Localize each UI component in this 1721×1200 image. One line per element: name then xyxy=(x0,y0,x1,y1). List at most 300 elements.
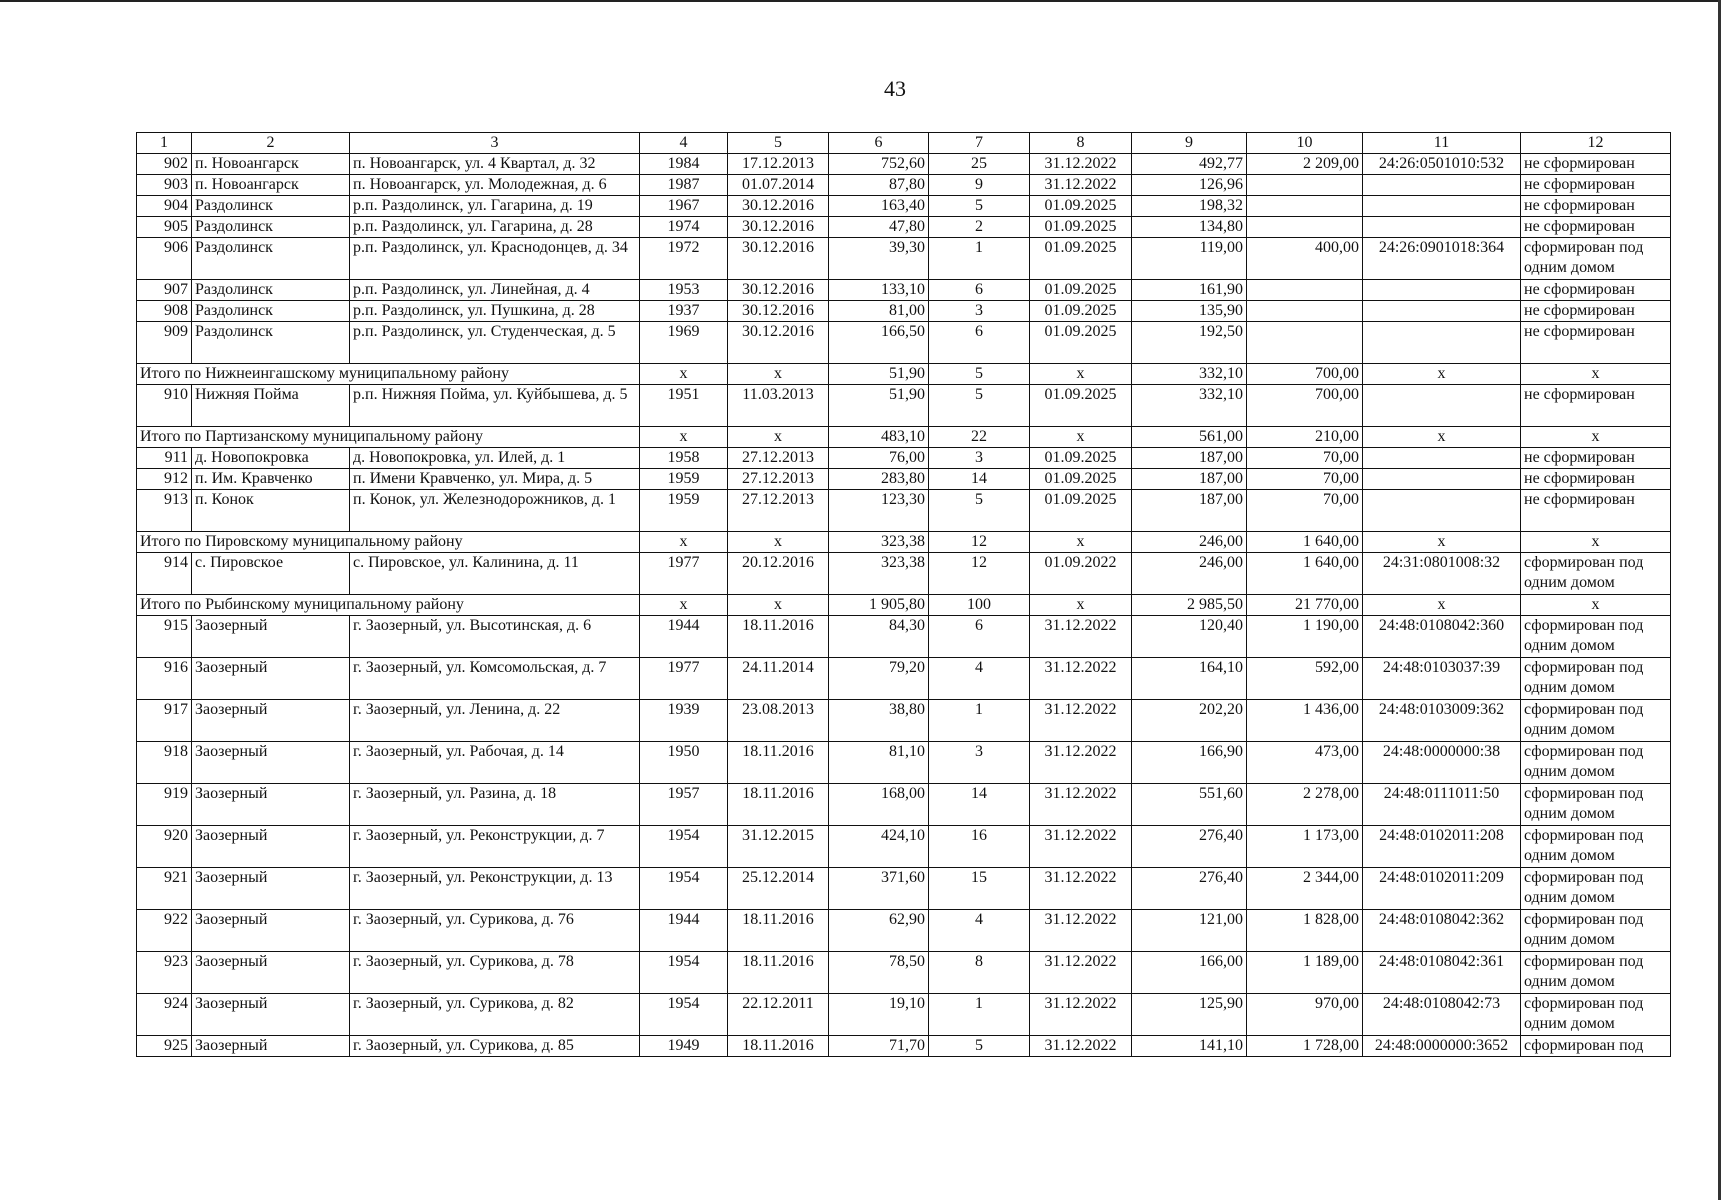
column-header: 8 xyxy=(1030,133,1132,154)
table-row xyxy=(137,238,1671,280)
deadline-cell: 01.09.2025 xyxy=(1030,196,1132,217)
area-2-cell: 161,90 xyxy=(1132,280,1247,301)
summary-cell: 22 xyxy=(929,427,1030,448)
cadastral-number-cell xyxy=(1363,490,1521,532)
land-area-cell xyxy=(1247,322,1363,364)
land-status-cell: сформирован под одним домом xyxy=(1521,868,1671,910)
area-2-cell: 551,60 xyxy=(1132,784,1247,826)
row-number-cell: 924 xyxy=(137,994,192,1036)
column-header: 3 xyxy=(350,133,640,154)
land-status-cell: не сформирован xyxy=(1521,448,1671,469)
address-cell: р.п. Раздолинск, ул. Гагарина, д. 19 xyxy=(350,196,640,217)
area-cell: 84,30 xyxy=(829,616,929,658)
address-cell: г. Заозерный, ул. Сурикова, д. 85 xyxy=(350,1036,640,1057)
area-2-cell: 198,32 xyxy=(1132,196,1247,217)
table-row xyxy=(137,616,1671,658)
deadline-cell: 01.09.2025 xyxy=(1030,280,1132,301)
table-row xyxy=(137,301,1671,322)
residents-cell: 5 xyxy=(929,490,1030,532)
settlement-cell: Заозерный xyxy=(192,700,350,742)
table-row xyxy=(137,658,1671,700)
summary-cell: x xyxy=(640,427,728,448)
date-recognized-cell: 30.12.2016 xyxy=(728,301,829,322)
deadline-cell: 01.09.2025 xyxy=(1030,385,1132,427)
deadline-cell: 31.12.2022 xyxy=(1030,658,1132,700)
area-2-cell: 492,77 xyxy=(1132,154,1247,175)
land-area-cell xyxy=(1247,175,1363,196)
area-2-cell: 187,00 xyxy=(1132,448,1247,469)
area-cell: 87,80 xyxy=(829,175,929,196)
table-row xyxy=(137,469,1671,490)
summary-cell: x xyxy=(1030,532,1132,553)
deadline-cell: 31.12.2022 xyxy=(1030,742,1132,784)
residents-cell: 2 xyxy=(929,217,1030,238)
summary-cell: x xyxy=(1363,532,1521,553)
table-row xyxy=(137,1036,1671,1057)
year-built-cell: 1953 xyxy=(640,280,728,301)
residents-cell: 16 xyxy=(929,826,1030,868)
land-area-cell: 970,00 xyxy=(1247,994,1363,1036)
date-recognized-cell: 11.03.2013 xyxy=(728,385,829,427)
date-recognized-cell: 24.11.2014 xyxy=(728,658,829,700)
address-cell: р.п. Раздолинск, ул. Краснодонцев, д. 34 xyxy=(350,238,640,280)
row-number-cell: 903 xyxy=(137,175,192,196)
summary-cell: 561,00 xyxy=(1132,427,1247,448)
summary-cell: x xyxy=(728,532,829,553)
area-2-cell: 192,50 xyxy=(1132,322,1247,364)
summary-cell: x xyxy=(1363,427,1521,448)
summary-cell: x xyxy=(1521,364,1671,385)
summary-cell: x xyxy=(728,364,829,385)
table-row xyxy=(137,448,1671,469)
row-number-cell: 912 xyxy=(137,469,192,490)
land-status-cell: сформирован под одним домом xyxy=(1521,910,1671,952)
residents-cell: 3 xyxy=(929,742,1030,784)
land-status-cell: не сформирован xyxy=(1521,301,1671,322)
summary-cell: 1 640,00 xyxy=(1247,532,1363,553)
address-cell: г. Заозерный, ул. Сурикова, д. 78 xyxy=(350,952,640,994)
area-cell: 123,30 xyxy=(829,490,929,532)
row-number-cell: 908 xyxy=(137,301,192,322)
column-header: 2 xyxy=(192,133,350,154)
address-cell: г. Заозерный, ул. Сурикова, д. 82 xyxy=(350,994,640,1036)
residents-cell: 15 xyxy=(929,868,1030,910)
area-2-cell: 276,40 xyxy=(1132,826,1247,868)
cadastral-number-cell xyxy=(1363,280,1521,301)
summary-label: Итого по Рыбинскому муниципальному району xyxy=(137,595,640,616)
column-header: 6 xyxy=(829,133,929,154)
area-cell: 168,00 xyxy=(829,784,929,826)
summary-cell: x xyxy=(1363,595,1521,616)
residents-cell: 6 xyxy=(929,616,1030,658)
summary-cell: x xyxy=(640,595,728,616)
row-number-cell: 911 xyxy=(137,448,192,469)
settlement-cell: Заозерный xyxy=(192,742,350,784)
table-row xyxy=(137,868,1671,910)
residents-cell: 14 xyxy=(929,469,1030,490)
land-area-cell: 70,00 xyxy=(1247,490,1363,532)
area-cell: 71,70 xyxy=(829,1036,929,1057)
land-status-cell: сформирован под одним домом xyxy=(1521,952,1671,994)
land-area-cell: 70,00 xyxy=(1247,469,1363,490)
date-recognized-cell: 27.12.2013 xyxy=(728,490,829,532)
area-2-cell: 202,20 xyxy=(1132,700,1247,742)
area-cell: 371,60 xyxy=(829,868,929,910)
address-cell: р.п. Нижняя Пойма, ул. Куйбышева, д. 5 xyxy=(350,385,640,427)
address-cell: р.п. Раздолинск, ул. Студенческая, д. 5 xyxy=(350,322,640,364)
year-built-cell: 1944 xyxy=(640,910,728,952)
table-row xyxy=(137,952,1671,994)
year-built-cell: 1950 xyxy=(640,742,728,784)
residents-cell: 25 xyxy=(929,154,1030,175)
cadastral-number-cell: 24:48:0103009:362 xyxy=(1363,700,1521,742)
date-recognized-cell: 18.11.2016 xyxy=(728,616,829,658)
summary-cell: 51,90 xyxy=(829,364,929,385)
residents-cell: 6 xyxy=(929,280,1030,301)
date-recognized-cell: 18.11.2016 xyxy=(728,910,829,952)
row-number-cell: 919 xyxy=(137,784,192,826)
area-cell: 81,00 xyxy=(829,301,929,322)
address-cell: г. Заозерный, ул. Разина, д. 18 xyxy=(350,784,640,826)
address-cell: п. Имени Кравченко, ул. Мира, д. 5 xyxy=(350,469,640,490)
residents-cell: 14 xyxy=(929,784,1030,826)
deadline-cell: 31.12.2022 xyxy=(1030,994,1132,1036)
cadastral-number-cell xyxy=(1363,322,1521,364)
date-recognized-cell: 18.11.2016 xyxy=(728,952,829,994)
table-row xyxy=(137,784,1671,826)
summary-row xyxy=(137,364,1671,385)
deadline-cell: 01.09.2025 xyxy=(1030,238,1132,280)
address-cell: с. Пировское, ул. Калинина, д. 11 xyxy=(350,553,640,595)
summary-cell: 12 xyxy=(929,532,1030,553)
residents-cell: 4 xyxy=(929,910,1030,952)
area-2-cell: 126,96 xyxy=(1132,175,1247,196)
year-built-cell: 1954 xyxy=(640,952,728,994)
land-area-cell: 1 190,00 xyxy=(1247,616,1363,658)
deadline-cell: 01.09.2025 xyxy=(1030,322,1132,364)
settlement-cell: Раздолинск xyxy=(192,217,350,238)
settlement-cell: д. Новопокровка xyxy=(192,448,350,469)
residents-cell: 3 xyxy=(929,301,1030,322)
area-cell: 79,20 xyxy=(829,658,929,700)
address-cell: г. Заозерный, ул. Комсомольская, д. 7 xyxy=(350,658,640,700)
address-cell: р.п. Раздолинск, ул. Линейная, д. 4 xyxy=(350,280,640,301)
address-cell: р.п. Раздолинск, ул. Гагарина, д. 28 xyxy=(350,217,640,238)
area-cell: 51,90 xyxy=(829,385,929,427)
table-row xyxy=(137,553,1671,595)
row-number-cell: 913 xyxy=(137,490,192,532)
land-area-cell: 70,00 xyxy=(1247,448,1363,469)
address-cell: п. Новоангарск, ул. Молодежная, д. 6 xyxy=(350,175,640,196)
settlement-cell: п. Им. Кравченко xyxy=(192,469,350,490)
cadastral-number-cell: 24:26:0501010:532 xyxy=(1363,154,1521,175)
land-area-cell: 1 173,00 xyxy=(1247,826,1363,868)
settlement-cell: п. Новоангарск xyxy=(192,175,350,196)
summary-label: Итого по Партизанскому муниципальному району xyxy=(137,427,640,448)
cadastral-number-cell: 24:48:0000000:38 xyxy=(1363,742,1521,784)
year-built-cell: 1958 xyxy=(640,448,728,469)
area-2-cell: 166,00 xyxy=(1132,952,1247,994)
deadline-cell: 31.12.2022 xyxy=(1030,784,1132,826)
cadastral-number-cell xyxy=(1363,217,1521,238)
year-built-cell: 1951 xyxy=(640,385,728,427)
deadline-cell: 31.12.2022 xyxy=(1030,1036,1132,1057)
summary-cell: x xyxy=(1030,427,1132,448)
year-built-cell: 1949 xyxy=(640,1036,728,1057)
deadline-cell: 31.12.2022 xyxy=(1030,868,1132,910)
row-number-cell: 925 xyxy=(137,1036,192,1057)
land-status-cell: не сформирован xyxy=(1521,154,1671,175)
table-row xyxy=(137,700,1671,742)
table-row xyxy=(137,217,1671,238)
deadline-cell: 01.09.2022 xyxy=(1030,553,1132,595)
row-number-cell: 918 xyxy=(137,742,192,784)
date-recognized-cell: 25.12.2014 xyxy=(728,868,829,910)
table-row xyxy=(137,196,1671,217)
land-area-cell xyxy=(1247,196,1363,217)
land-status-cell: не сформирован xyxy=(1521,175,1671,196)
year-built-cell: 1972 xyxy=(640,238,728,280)
deadline-cell: 31.12.2022 xyxy=(1030,175,1132,196)
settlement-cell: Раздолинск xyxy=(192,238,350,280)
settlement-cell: Заозерный xyxy=(192,952,350,994)
table-row xyxy=(137,385,1671,427)
deadline-cell: 31.12.2022 xyxy=(1030,154,1132,175)
area-cell: 133,10 xyxy=(829,280,929,301)
address-cell: п. Конок, ул. Железнодорожников, д. 1 xyxy=(350,490,640,532)
cadastral-number-cell xyxy=(1363,175,1521,196)
deadline-cell: 01.09.2025 xyxy=(1030,469,1132,490)
deadline-cell: 31.12.2022 xyxy=(1030,910,1132,952)
date-recognized-cell: 30.12.2016 xyxy=(728,280,829,301)
area-cell: 424,10 xyxy=(829,826,929,868)
address-cell: г. Заозерный, ул. Ленина, д. 22 xyxy=(350,700,640,742)
land-area-cell: 1 189,00 xyxy=(1247,952,1363,994)
area-2-cell: 120,40 xyxy=(1132,616,1247,658)
table-header-row xyxy=(137,133,1671,154)
table-row xyxy=(137,994,1671,1036)
area-2-cell: 134,80 xyxy=(1132,217,1247,238)
date-recognized-cell: 30.12.2016 xyxy=(728,217,829,238)
summary-cell: 5 xyxy=(929,364,1030,385)
date-recognized-cell: 22.12.2011 xyxy=(728,994,829,1036)
settlement-cell: Раздолинск xyxy=(192,196,350,217)
row-number-cell: 923 xyxy=(137,952,192,994)
residents-cell: 9 xyxy=(929,175,1030,196)
land-area-cell: 700,00 xyxy=(1247,385,1363,427)
land-area-cell: 1 728,00 xyxy=(1247,1036,1363,1057)
summary-label: Итого по Пировскому муниципальному району xyxy=(137,532,640,553)
settlement-cell: Заозерный xyxy=(192,868,350,910)
date-recognized-cell: 27.12.2013 xyxy=(728,469,829,490)
address-cell: д. Новопокровка, ул. Илей, д. 1 xyxy=(350,448,640,469)
cadastral-number-cell: 24:48:0108042:360 xyxy=(1363,616,1521,658)
land-status-cell: не сформирован xyxy=(1521,322,1671,364)
date-recognized-cell: 23.08.2013 xyxy=(728,700,829,742)
settlement-cell: п. Конок xyxy=(192,490,350,532)
year-built-cell: 1977 xyxy=(640,553,728,595)
address-cell: г. Заозерный, ул. Сурикова, д. 76 xyxy=(350,910,640,952)
date-recognized-cell: 27.12.2013 xyxy=(728,448,829,469)
area-cell: 47,80 xyxy=(829,217,929,238)
summary-cell: x xyxy=(1030,364,1132,385)
address-cell: г. Заозерный, ул. Реконструкции, д. 13 xyxy=(350,868,640,910)
address-cell: р.п. Раздолинск, ул. Пушкина, д. 28 xyxy=(350,301,640,322)
summary-cell: 210,00 xyxy=(1247,427,1363,448)
settlement-cell: с. Пировское xyxy=(192,553,350,595)
area-cell: 39,30 xyxy=(829,238,929,280)
land-area-cell: 1 640,00 xyxy=(1247,553,1363,595)
land-status-cell: не сформирован xyxy=(1521,385,1671,427)
area-2-cell: 166,90 xyxy=(1132,742,1247,784)
summary-cell: 483,10 xyxy=(829,427,929,448)
row-number-cell: 920 xyxy=(137,826,192,868)
table-row xyxy=(137,322,1671,364)
residents-cell: 6 xyxy=(929,322,1030,364)
year-built-cell: 1937 xyxy=(640,301,728,322)
column-header: 1 xyxy=(137,133,192,154)
deadline-cell: 31.12.2022 xyxy=(1030,700,1132,742)
land-area-cell: 2 344,00 xyxy=(1247,868,1363,910)
summary-cell: x xyxy=(1030,595,1132,616)
scan-edge-top xyxy=(0,0,1721,2)
area-2-cell: 135,90 xyxy=(1132,301,1247,322)
row-number-cell: 915 xyxy=(137,616,192,658)
row-number-cell: 910 xyxy=(137,385,192,427)
residents-cell: 1 xyxy=(929,238,1030,280)
date-recognized-cell: 30.12.2016 xyxy=(728,322,829,364)
area-2-cell: 187,00 xyxy=(1132,490,1247,532)
area-2-cell: 276,40 xyxy=(1132,868,1247,910)
date-recognized-cell: 18.11.2016 xyxy=(728,742,829,784)
page-number: 43 xyxy=(884,76,906,101)
table-row xyxy=(137,910,1671,952)
summary-cell: x xyxy=(728,427,829,448)
area-cell: 62,90 xyxy=(829,910,929,952)
area-cell: 38,80 xyxy=(829,700,929,742)
land-status-cell: не сформирован xyxy=(1521,490,1671,532)
summary-cell: 323,38 xyxy=(829,532,929,553)
summary-cell: x xyxy=(1521,595,1671,616)
area-2-cell: 187,00 xyxy=(1132,469,1247,490)
date-recognized-cell: 20.12.2016 xyxy=(728,553,829,595)
summary-cell: x xyxy=(1521,532,1671,553)
land-area-cell: 2 209,00 xyxy=(1247,154,1363,175)
table-row xyxy=(137,826,1671,868)
row-number-cell: 921 xyxy=(137,868,192,910)
address-cell: г. Заозерный, ул. Высотинская, д. 6 xyxy=(350,616,640,658)
area-cell: 163,40 xyxy=(829,196,929,217)
land-status-cell: сформирован под одним домом xyxy=(1521,700,1671,742)
table-row xyxy=(137,742,1671,784)
settlement-cell: Нижняя Пойма xyxy=(192,385,350,427)
cadastral-number-cell xyxy=(1363,448,1521,469)
column-header: 10 xyxy=(1247,133,1363,154)
land-area-cell: 1 436,00 xyxy=(1247,700,1363,742)
year-built-cell: 1969 xyxy=(640,322,728,364)
area-2-cell: 121,00 xyxy=(1132,910,1247,952)
area-cell: 78,50 xyxy=(829,952,929,994)
summary-cell: 700,00 xyxy=(1247,364,1363,385)
land-status-cell: сформирован под xyxy=(1521,1036,1671,1057)
cadastral-number-cell: 24:31:0801008:32 xyxy=(1363,553,1521,595)
cadastral-number-cell xyxy=(1363,385,1521,427)
summary-cell: 2 985,50 xyxy=(1132,595,1247,616)
cadastral-number-cell: 24:48:0108042:362 xyxy=(1363,910,1521,952)
area-cell: 752,60 xyxy=(829,154,929,175)
area-cell: 323,38 xyxy=(829,553,929,595)
date-recognized-cell: 18.11.2016 xyxy=(728,1036,829,1057)
table-row xyxy=(137,175,1671,196)
land-area-cell xyxy=(1247,217,1363,238)
year-built-cell: 1959 xyxy=(640,490,728,532)
settlement-cell: Заозерный xyxy=(192,784,350,826)
land-status-cell: не сформирован xyxy=(1521,196,1671,217)
column-header: 11 xyxy=(1363,133,1521,154)
row-number-cell: 906 xyxy=(137,238,192,280)
deadline-cell: 31.12.2022 xyxy=(1030,616,1132,658)
settlement-cell: Заозерный xyxy=(192,910,350,952)
land-area-cell: 1 828,00 xyxy=(1247,910,1363,952)
land-status-cell: сформирован под одним домом xyxy=(1521,658,1671,700)
table-body xyxy=(137,133,1671,1057)
land-area-cell: 473,00 xyxy=(1247,742,1363,784)
summary-cell: x xyxy=(1521,427,1671,448)
row-number-cell: 907 xyxy=(137,280,192,301)
date-recognized-cell: 30.12.2016 xyxy=(728,238,829,280)
land-status-cell: сформирован под одним домом xyxy=(1521,238,1671,280)
column-header: 5 xyxy=(728,133,829,154)
address-cell: г. Заозерный, ул. Рабочая, д. 14 xyxy=(350,742,640,784)
deadline-cell: 01.09.2025 xyxy=(1030,301,1132,322)
cadastral-number-cell: 24:48:0103037:39 xyxy=(1363,658,1521,700)
column-header: 9 xyxy=(1132,133,1247,154)
residents-cell: 4 xyxy=(929,658,1030,700)
cadastral-number-cell: 24:48:0000000:3652 xyxy=(1363,1036,1521,1057)
land-status-cell: сформирован под одним домом xyxy=(1521,994,1671,1036)
residents-cell: 1 xyxy=(929,700,1030,742)
row-number-cell: 916 xyxy=(137,658,192,700)
land-area-cell: 2 278,00 xyxy=(1247,784,1363,826)
summary-row xyxy=(137,595,1671,616)
area-2-cell: 141,10 xyxy=(1132,1036,1247,1057)
summary-cell: x xyxy=(640,532,728,553)
date-recognized-cell: 18.11.2016 xyxy=(728,784,829,826)
cadastral-number-cell: 24:26:0901018:364 xyxy=(1363,238,1521,280)
table-row xyxy=(137,490,1671,532)
residents-cell: 1 xyxy=(929,994,1030,1036)
year-built-cell: 1954 xyxy=(640,868,728,910)
deadline-cell: 31.12.2022 xyxy=(1030,952,1132,994)
settlement-cell: Раздолинск xyxy=(192,301,350,322)
land-area-cell: 400,00 xyxy=(1247,238,1363,280)
residents-cell: 8 xyxy=(929,952,1030,994)
date-recognized-cell: 17.12.2013 xyxy=(728,154,829,175)
year-built-cell: 1974 xyxy=(640,217,728,238)
row-number-cell: 922 xyxy=(137,910,192,952)
summary-cell: 1 905,80 xyxy=(829,595,929,616)
row-number-cell: 904 xyxy=(137,196,192,217)
summary-cell: 246,00 xyxy=(1132,532,1247,553)
cadastral-number-cell: 24:48:0111011:50 xyxy=(1363,784,1521,826)
year-built-cell: 1984 xyxy=(640,154,728,175)
settlement-cell: Раздолинск xyxy=(192,280,350,301)
cadastral-number-cell xyxy=(1363,196,1521,217)
residents-cell: 12 xyxy=(929,553,1030,595)
land-area-cell xyxy=(1247,301,1363,322)
year-built-cell: 1954 xyxy=(640,994,728,1036)
date-recognized-cell: 30.12.2016 xyxy=(728,196,829,217)
